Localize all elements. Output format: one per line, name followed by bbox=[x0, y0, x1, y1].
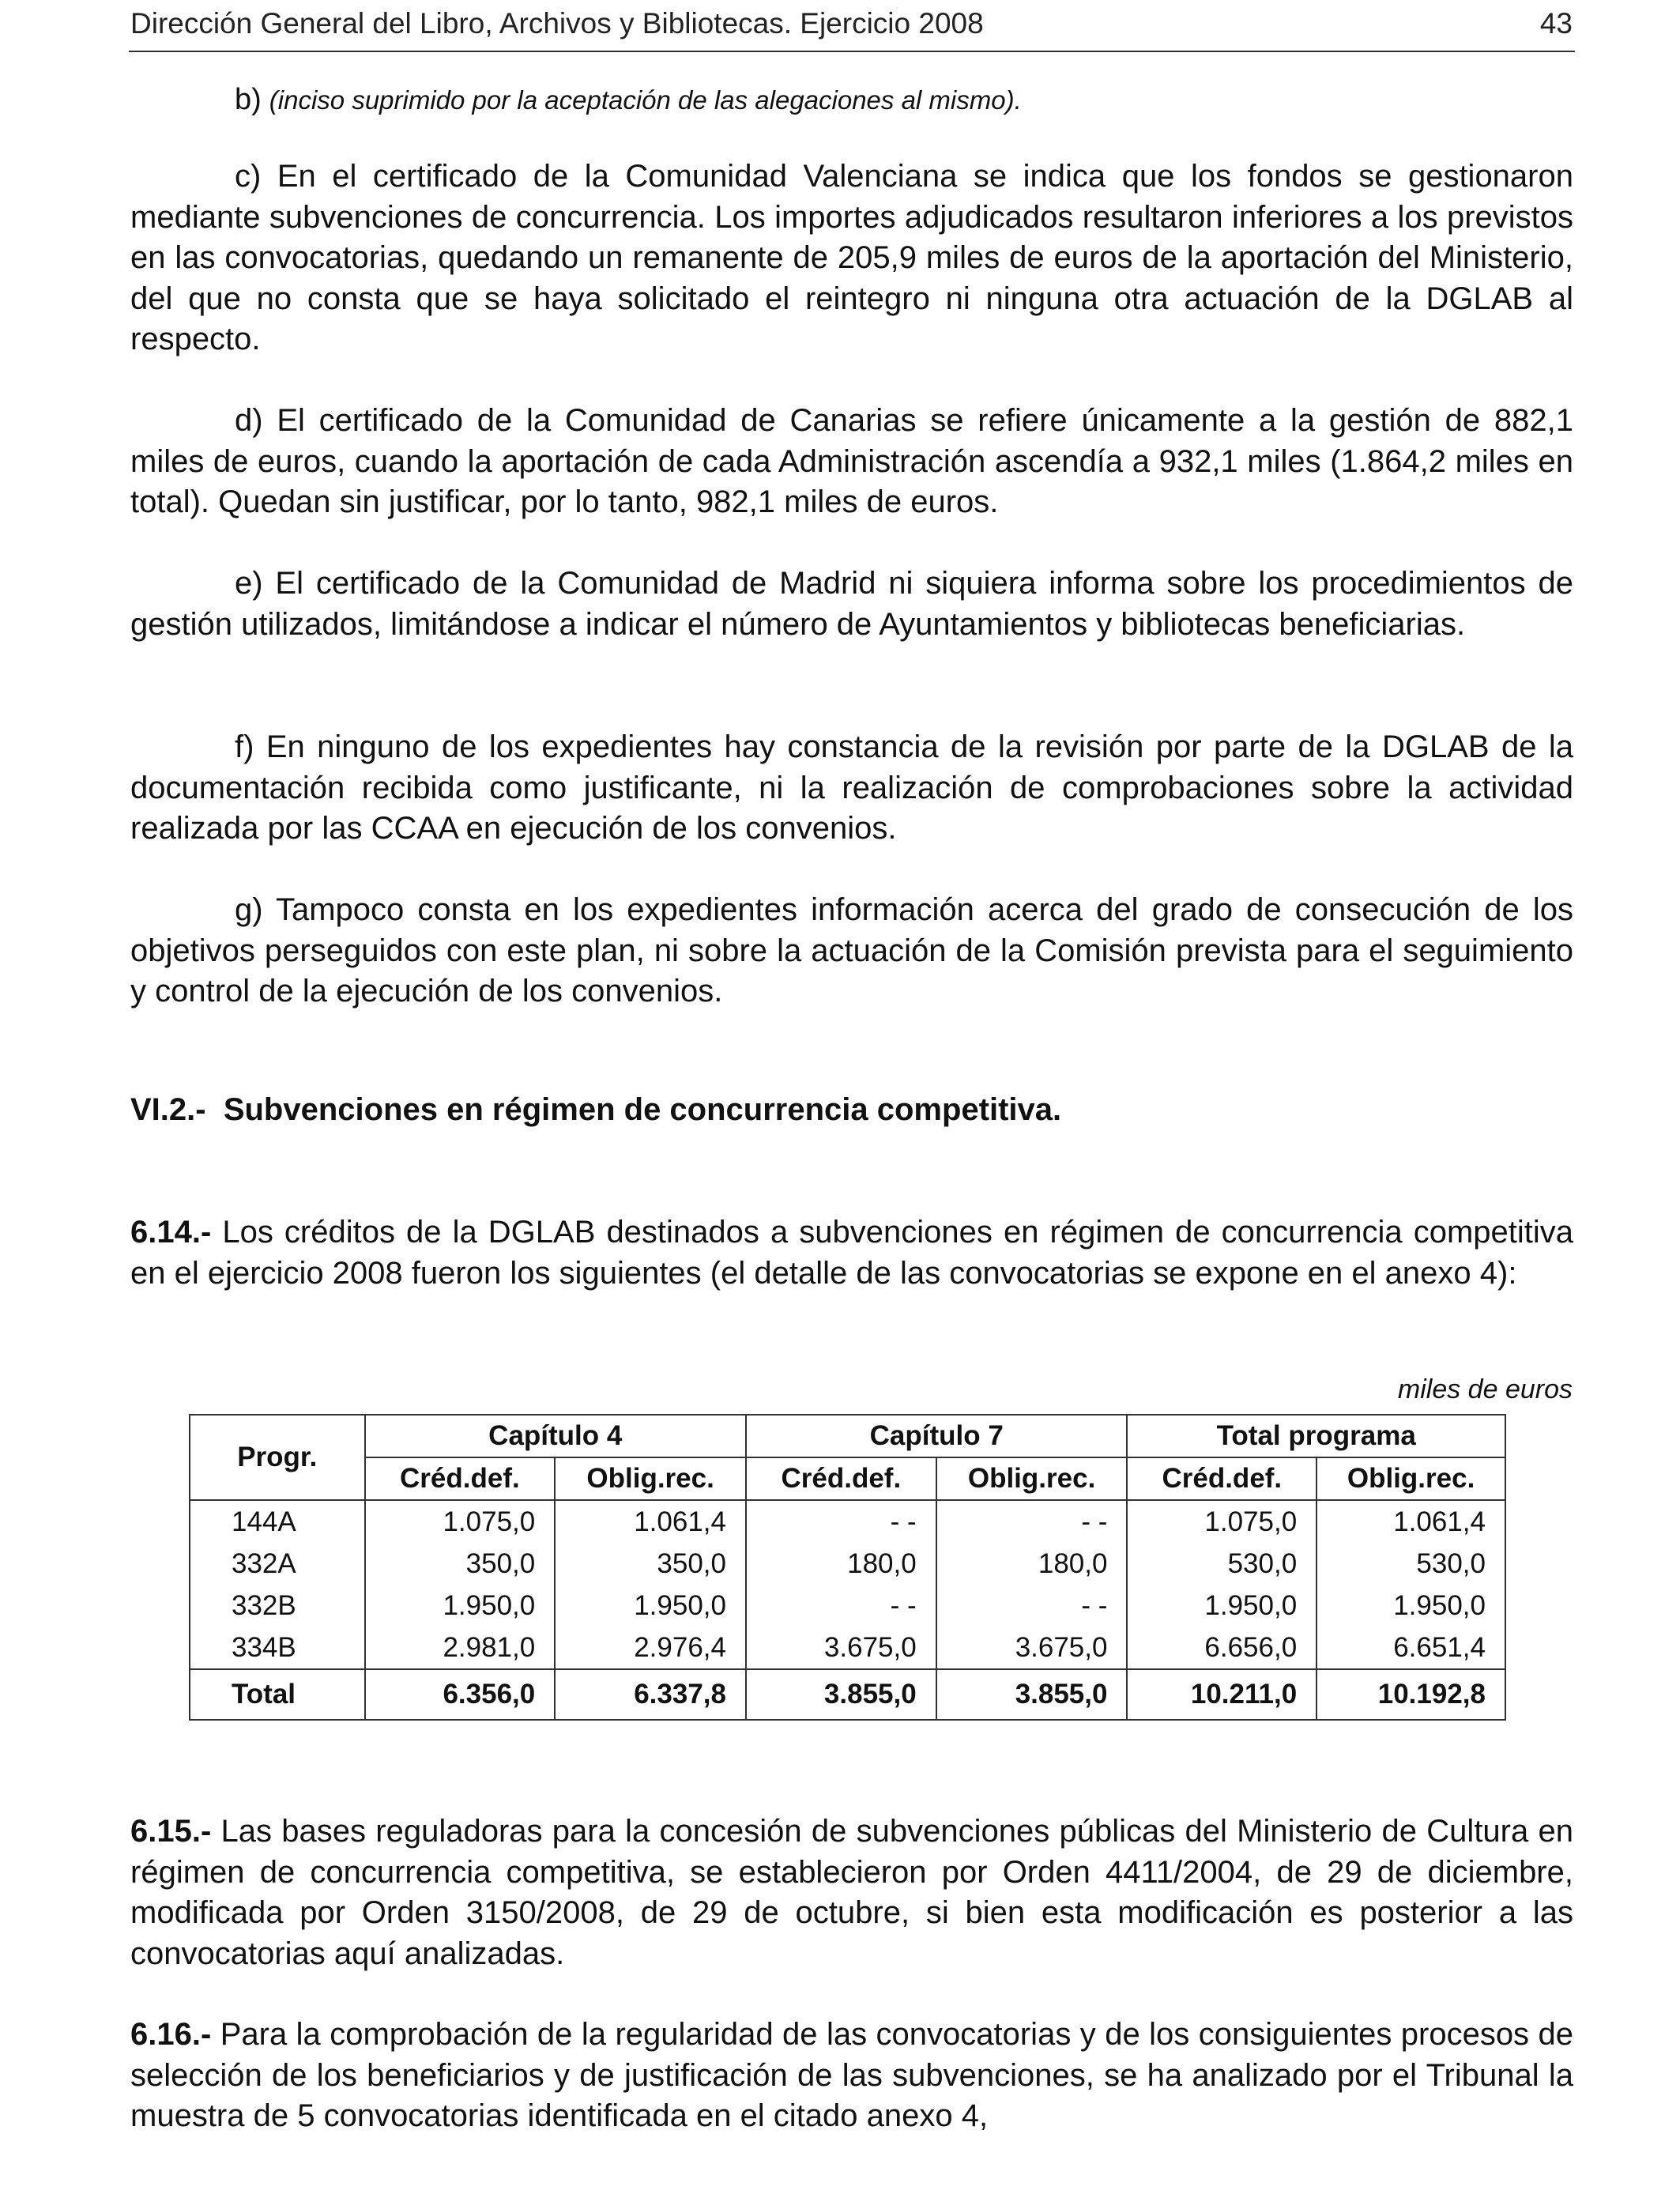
value-cell: - - bbox=[936, 1585, 1128, 1627]
value-cell: 1.075,0 bbox=[1127, 1500, 1317, 1543]
value-cell: 2.976,4 bbox=[555, 1627, 746, 1669]
prog-cell: 334B bbox=[190, 1627, 365, 1669]
value-cell: 350,0 bbox=[365, 1543, 556, 1585]
value-cell: 1.061,4 bbox=[1317, 1500, 1505, 1543]
total-cell: 10.211,0 bbox=[1127, 1669, 1317, 1720]
table-sub-header-row bbox=[190, 1457, 1505, 1500]
header-divider bbox=[129, 51, 1575, 52]
table-row bbox=[190, 1627, 1505, 1669]
value-cell: 1.950,0 bbox=[365, 1585, 556, 1627]
progr-header: Progr. bbox=[190, 1415, 365, 1500]
paragraph-6-16-text: Para la comprobación de la regularidad de las convocatorias y de los consiguientes procesos de selección de los beneficiarios y de justificación de las subvenciones, se ha analizado por el Tribunal la muestra de 5 convocatorias identificada en el citado anexo 4, bbox=[130, 2017, 1573, 2133]
total-cell: 3.855,0 bbox=[936, 1669, 1128, 1720]
value-cell: 3.675,0 bbox=[746, 1627, 936, 1669]
sub-header: Oblig.rec. bbox=[555, 1457, 746, 1500]
paragraph-6-16 bbox=[130, 2015, 1573, 2137]
paragraph-d: d) El certificado de la Comunidad de Canarias se refiere únicamente a la gestión de 882,1 miles de euros, cuando la aportación de cada Administración ascendía a 932,1 miles (1.864,2 miles en total). Quedan sin justificar, por lo tanto, 982,1 miles de euros. bbox=[130, 403, 1573, 519]
page-header bbox=[130, 5, 1573, 43]
units-note: miles de euros bbox=[1397, 1374, 1573, 1404]
sub-header: Créd.def. bbox=[746, 1457, 936, 1500]
paragraph-6-15 bbox=[130, 1811, 1573, 1974]
total-cell: 6.337,8 bbox=[555, 1669, 746, 1720]
group-header: Capítulo 4 bbox=[365, 1415, 746, 1457]
paragraph-f: f) En ninguno de los expedientes hay constancia de la revisión por parte de la DGLAB de la documentación recibida como justificante, ni la realización de comprobaciones sobre la actividad realizada por las CCAA en ejecución de los convenios. bbox=[130, 729, 1573, 846]
value-cell: 6.651,4 bbox=[1317, 1627, 1505, 1669]
value-cell: 1.950,0 bbox=[1317, 1585, 1505, 1627]
paragraph-e: e) El certificado de la Comunidad de Madrid ni siquiera informa sobre los procedimientos de gestión utilizados, limitándose a indicar el número de Ayuntamientos y bibliotecas beneficiarias. bbox=[130, 566, 1573, 642]
value-cell: 1.950,0 bbox=[555, 1585, 746, 1627]
group-header: Capítulo 7 bbox=[746, 1415, 1127, 1457]
paragraph-c: c) En el certificado de la Comunidad Valenciana se indica que los fondos se gestionaron mediante subvenciones de concurrencia. Los importes adjudicados resultaron inferiores a los previstos en las convocatorias, quedando un remanente de 205,9 miles de euros de la aportación del Ministerio, del que no consta que se haya solicitado el reintegro ni ninguna otra actuación de la DGLAB al respecto. bbox=[130, 159, 1573, 356]
item-b bbox=[235, 79, 1022, 121]
item-b-text: (inciso suprimido por la aceptación de las alegaciones al mismo). bbox=[269, 85, 1022, 115]
sub-header: Créd.def. bbox=[1127, 1457, 1317, 1500]
total-label: Total bbox=[190, 1669, 365, 1720]
paragraph-6-15-text: Las bases reguladoras para la concesión de subvenciones públicas del Ministerio de Cultura en régimen de concurrencia competitiva, se establecieron por Orden 4411/2004, de 29 de diciembre, modificada por Orden 3150/2008, de 29 de octubre, si bien esta modificación es posterior a las convocatorias aquí analizadas. bbox=[130, 1814, 1573, 1971]
value-cell: 180,0 bbox=[936, 1543, 1128, 1585]
group-header: Total programa bbox=[1127, 1415, 1505, 1457]
paragraph-6-15-ref: 6.15.- bbox=[130, 1814, 212, 1849]
prog-cell: 332A bbox=[190, 1543, 365, 1585]
table-row bbox=[190, 1585, 1505, 1627]
header-title: Dirección General del Libro, Archivos y Bibliotecas. Ejercicio 2008 bbox=[130, 7, 984, 40]
value-cell: 180,0 bbox=[746, 1543, 936, 1585]
paragraph-g: g) Tampoco consta en los expedientes información acerca del grado de consecución de los objetivos perseguidos con este plan, ni sobre la actuación de la Comisión prevista para el seguimiento y control de la ejecución de los convenios. bbox=[130, 892, 1573, 1008]
table-row bbox=[190, 1543, 1505, 1585]
paragraph-6-16-ref: 6.16.- bbox=[130, 2017, 212, 2052]
value-cell: 2.981,0 bbox=[365, 1627, 556, 1669]
paragraph-6-14 bbox=[130, 1212, 1573, 1294]
prog-cell: 332B bbox=[190, 1585, 365, 1627]
value-cell: - - bbox=[746, 1500, 936, 1543]
budget-table bbox=[189, 1414, 1506, 1721]
item-b-label: b) bbox=[235, 83, 262, 116]
value-cell: - - bbox=[936, 1500, 1128, 1543]
total-cell: 10.192,8 bbox=[1317, 1669, 1505, 1720]
paragraph-6-14-ref: 6.14.- bbox=[130, 1215, 212, 1250]
value-cell: - - bbox=[746, 1585, 936, 1627]
value-cell: 530,0 bbox=[1127, 1543, 1317, 1585]
total-cell: 3.855,0 bbox=[746, 1669, 936, 1720]
value-cell: 1.061,4 bbox=[555, 1500, 746, 1543]
sub-header: Créd.def. bbox=[365, 1457, 556, 1500]
prog-cell: 144A bbox=[190, 1500, 365, 1543]
value-cell: 350,0 bbox=[555, 1543, 746, 1585]
paragraph-6-14-text: Los créditos de la DGLAB destinados a subvenciones en régimen de concurrencia competitiva en el ejercicio 2008 fueron los siguientes (el detalle de las convocatorias se expone en el anexo 4): bbox=[130, 1215, 1573, 1291]
table-total-row bbox=[190, 1669, 1505, 1720]
value-cell: 6.656,0 bbox=[1127, 1627, 1317, 1669]
value-cell: 530,0 bbox=[1317, 1543, 1505, 1585]
value-cell: 1.075,0 bbox=[365, 1500, 556, 1543]
section-title: VI.2.- Subvenciones en régimen de concurrencia competitiva. bbox=[130, 1092, 1062, 1127]
total-cell: 6.356,0 bbox=[365, 1669, 556, 1720]
table-group-header-row bbox=[190, 1415, 1505, 1457]
value-cell: 3.675,0 bbox=[936, 1627, 1128, 1669]
page-number: 43 bbox=[1539, 7, 1573, 40]
table-row bbox=[190, 1500, 1505, 1543]
sub-header: Oblig.rec. bbox=[936, 1457, 1128, 1500]
value-cell: 1.950,0 bbox=[1127, 1585, 1317, 1627]
sub-header: Oblig.rec. bbox=[1317, 1457, 1505, 1500]
